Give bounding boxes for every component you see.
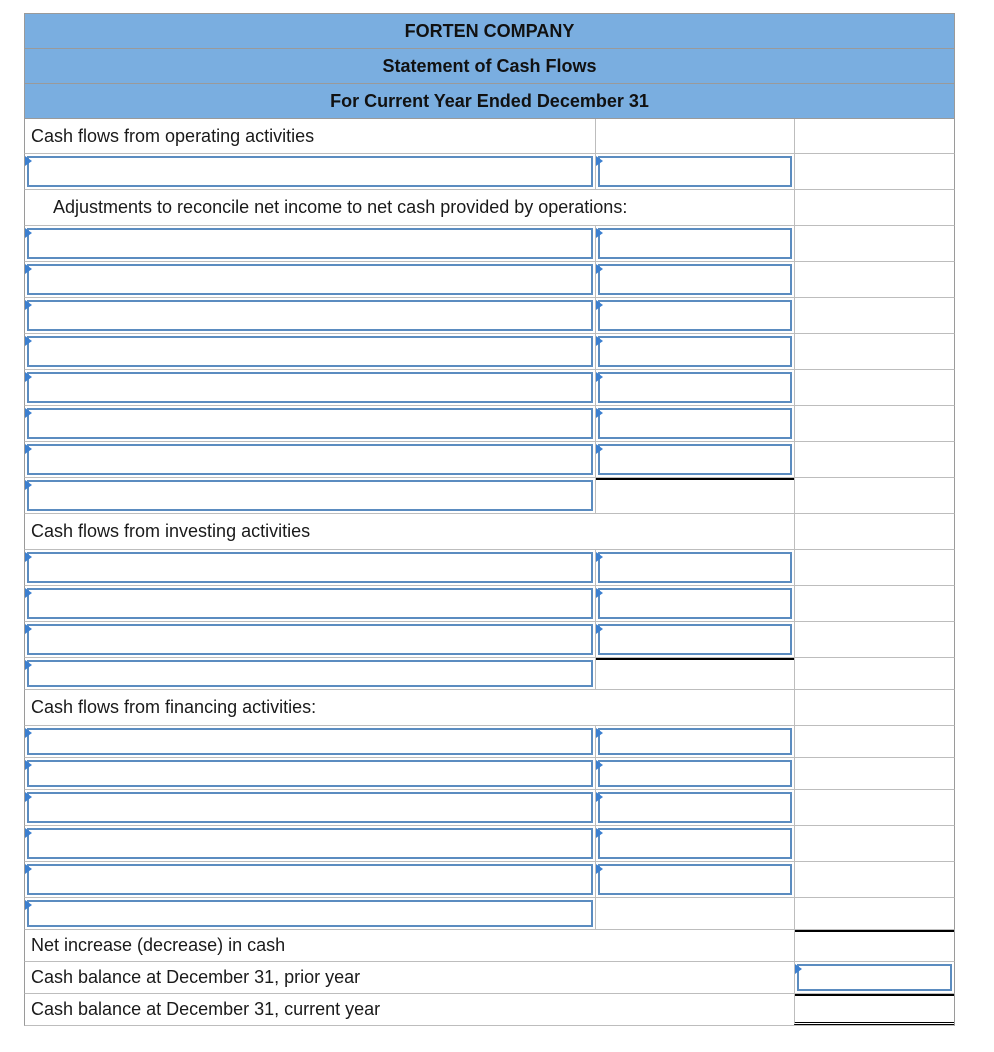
dropdown-marker-icon (596, 228, 603, 238)
dropdown-marker-icon (596, 760, 603, 770)
adjustment-input-row (24, 334, 955, 370)
amount-input[interactable] (598, 624, 793, 655)
subtotal-description-input[interactable] (27, 480, 593, 511)
amount-input[interactable] (598, 372, 793, 403)
investing-input-row (24, 550, 955, 586)
dropdown-marker-icon (596, 372, 603, 382)
beginning-balance-input[interactable] (797, 964, 952, 991)
total-cell (794, 442, 954, 477)
dropdown-marker-icon (25, 624, 32, 634)
total-cell (794, 898, 954, 929)
dropdown-marker-icon (596, 624, 603, 634)
dropdown-marker-icon (25, 660, 32, 670)
amount-input[interactable] (598, 588, 793, 619)
subtotal-description-input[interactable] (27, 900, 593, 927)
operating-input-row (24, 154, 955, 190)
adjustment-input-row (24, 262, 955, 298)
amount-input[interactable] (598, 792, 793, 823)
dropdown-marker-icon (25, 792, 32, 802)
cash-flow-statement-table (24, 13, 955, 1026)
dropdown-marker-icon (25, 900, 32, 910)
total-cell (794, 826, 954, 861)
amount-input[interactable] (598, 864, 793, 895)
dropdown-marker-icon (596, 408, 603, 418)
total-cell (794, 586, 954, 621)
financing-input-row (24, 862, 955, 898)
total-cell (794, 334, 954, 369)
operating-heading-row (24, 118, 955, 154)
dropdown-marker-icon (25, 552, 32, 562)
dropdown-marker-icon (25, 728, 32, 738)
dropdown-marker-icon (596, 792, 603, 802)
dropdown-marker-icon (25, 588, 32, 598)
dropdown-marker-icon (25, 264, 32, 274)
dropdown-marker-icon (25, 156, 32, 166)
description-input[interactable] (27, 792, 593, 823)
total-cell (794, 726, 954, 757)
amount-input[interactable] (598, 336, 793, 367)
ending-balance-total-cell (794, 994, 954, 1025)
description-input[interactable] (27, 408, 593, 439)
financing-input-row (24, 790, 955, 826)
investing-heading-row (24, 514, 955, 550)
description-input[interactable] (27, 828, 593, 859)
total-cell (794, 690, 954, 725)
amount-cell (595, 478, 795, 513)
ending-balance-label: Cash balance at December 31, current year (31, 999, 381, 1019)
total-cell (794, 190, 954, 225)
amount-input[interactable] (598, 552, 793, 583)
dropdown-marker-icon (25, 408, 32, 418)
description-input[interactable] (27, 264, 593, 295)
total-cell (794, 790, 954, 825)
amount-input[interactable] (598, 300, 793, 331)
net-change-row (24, 930, 955, 962)
adjustment-input-row (24, 226, 955, 262)
description-input[interactable] (27, 228, 593, 259)
adjustments-row (24, 190, 955, 226)
adjustment-input-row (24, 406, 955, 442)
amount-input[interactable] (598, 156, 793, 187)
operating-heading: Cash flows from operating activities (31, 125, 315, 146)
financing-heading: Cash flows from financing activities: (31, 697, 317, 717)
amount-input[interactable] (598, 264, 793, 295)
dropdown-marker-icon (25, 228, 32, 238)
description-input[interactable] (27, 372, 593, 403)
beginning-balance-label: Cash balance at December 31, prior year (31, 967, 361, 987)
financing-heading-row (24, 690, 955, 726)
dropdown-marker-icon (596, 552, 603, 562)
total-cell (794, 298, 954, 333)
dropdown-marker-icon (25, 480, 32, 490)
dropdown-marker-icon (25, 444, 32, 454)
adjustment-input-row (24, 298, 955, 334)
beginning-balance-row (24, 962, 955, 994)
dropdown-marker-icon (596, 828, 603, 838)
total-cell (794, 758, 954, 789)
dropdown-marker-icon (596, 444, 603, 454)
investing-subtotal-row (24, 658, 955, 690)
total-cell (794, 262, 954, 297)
total-cell (794, 154, 954, 189)
dropdown-marker-icon (596, 728, 603, 738)
amount-input[interactable] (598, 828, 793, 859)
dropdown-marker-icon (596, 336, 603, 346)
statement-period: For Current Year Ended December 31 (24, 83, 955, 118)
amount-input[interactable] (598, 444, 793, 475)
dropdown-marker-icon (596, 156, 603, 166)
amount-cell (595, 658, 795, 689)
dropdown-marker-icon (596, 588, 603, 598)
total-cell (794, 406, 954, 441)
description-input[interactable] (27, 156, 593, 187)
description-input[interactable] (27, 552, 593, 583)
total-cell (794, 119, 954, 153)
total-cell (794, 514, 954, 549)
total-cell (794, 658, 954, 689)
investing-input-row (24, 586, 955, 622)
description-input[interactable] (27, 624, 593, 655)
dropdown-marker-icon (25, 336, 32, 346)
total-cell (794, 550, 954, 585)
dropdown-marker-icon (596, 864, 603, 874)
total-cell (794, 622, 954, 657)
adjustment-input-row (24, 442, 955, 478)
description-input[interactable] (27, 300, 593, 331)
total-cell (794, 478, 954, 513)
total-cell (794, 370, 954, 405)
financing-input-row (24, 726, 955, 758)
dropdown-marker-icon (25, 300, 32, 310)
amount-cell (595, 119, 795, 153)
description-input[interactable] (27, 444, 593, 475)
dropdown-marker-icon (25, 864, 32, 874)
description-input[interactable] (27, 588, 593, 619)
total-cell (794, 862, 954, 897)
financing-input-row (24, 826, 955, 862)
description-input[interactable] (27, 864, 593, 895)
amount-input[interactable] (598, 228, 793, 259)
dropdown-marker-icon (596, 264, 603, 274)
description-input[interactable] (27, 760, 593, 787)
dropdown-marker-icon (25, 760, 32, 770)
amount-input[interactable] (598, 760, 793, 787)
net-change-label: Net increase (decrease) in cash (31, 935, 286, 955)
financing-subtotal-row (24, 898, 955, 930)
dropdown-marker-icon (25, 828, 32, 838)
total-cell (794, 226, 954, 261)
dropdown-marker-icon (795, 964, 802, 974)
amount-input[interactable] (598, 728, 793, 755)
dropdown-marker-icon (25, 372, 32, 382)
company-name: FORTEN COMPANY (24, 13, 955, 48)
description-input[interactable] (27, 336, 593, 367)
amount-cell (595, 898, 795, 929)
ending-balance-row (24, 994, 955, 1026)
adjustments-label: Adjustments to reconcile net income to net cash provided by operations: (53, 197, 628, 217)
investing-heading: Cash flows from investing activities (31, 521, 311, 541)
amount-input[interactable] (598, 408, 793, 439)
operating-subtotal-row (24, 478, 955, 514)
financing-input-row (24, 758, 955, 790)
subtotal-description-input[interactable] (27, 660, 593, 687)
description-input[interactable] (27, 728, 593, 755)
adjustment-input-row (24, 370, 955, 406)
dropdown-marker-icon (596, 300, 603, 310)
net-change-total-cell (794, 930, 954, 961)
investing-input-row (24, 622, 955, 658)
statement-title: Statement of Cash Flows (24, 48, 955, 83)
